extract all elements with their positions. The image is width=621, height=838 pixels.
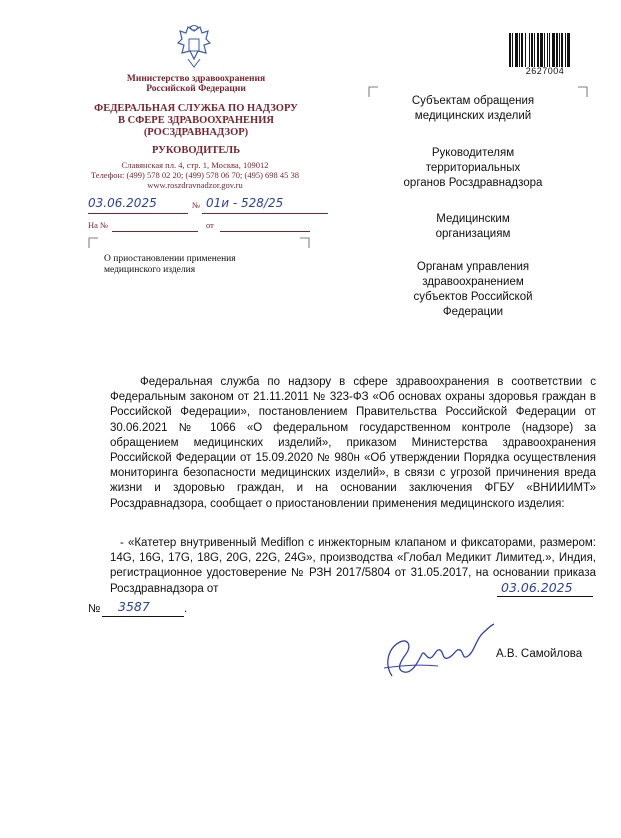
- body-paragraph: Федеральная служба по надзору в сфере здравоохранения в соответствии с Федеральным законом от 21.11.2011 № 323-ФЗ «Об основах охраны здоровья граждан в Российской Федерации», постановлением Правительства Российской Федерации от 30.06.2021 № 1066 «О федеральном государственном контроле (надзоре) за обращением медицинских изделий», приказом Министерства здравоохранения Российской Федерации от 15.09.2020 № 980н «Об утверждении Порядка осуществления мониторинга безопасности медицинских изделий», в связи с угрозой причинения вреда жизни и здоровью граждан, и на основании заключения ФГБУ «ВНИИИМТ» Росздравнадзора, сообщает о приостановлении применения медицинского изделия:: [110, 376, 596, 510]
- subject-bracket: [88, 236, 310, 248]
- number-label: №: [192, 200, 201, 210]
- reference-date-label: от: [206, 220, 214, 230]
- letter-subject: О приостановлении применения медицинского изделия: [104, 254, 236, 275]
- coat-of-arms-icon: [174, 25, 214, 69]
- signature: [378, 618, 498, 682]
- barcode-number: 2627004: [525, 66, 565, 76]
- head-title: РУКОВОДИТЕЛЬ: [151, 145, 241, 156]
- reference-number-label: На №: [88, 220, 109, 230]
- contact-block: [70, 160, 320, 190]
- address: Славянская пл. 4, стр. 1, Москва, 109012: [121, 160, 269, 170]
- order-date-field: [497, 580, 593, 600]
- registration-number: 01и - 528/25: [206, 196, 284, 210]
- device-item-text: - «Катетер внутривенный Mediflon с инжекторным клапаном и фиксаторами, размером: 14G, 16G, 17G, 18G, 20G, 22G, 24G», производства «Глобал Медикит Лимитед.», Индия, регистрационное удостоверение № РЗН 2017/5804 от 31.05.2017, на основании приказа Росздравнадзора от: [110, 537, 596, 595]
- registration-line: [88, 194, 328, 220]
- order-number: 3587: [118, 599, 150, 614]
- phone: Телефон: (499) 578 02 20; (499) 578 06 70; (495) 698 45 38: [90, 170, 300, 180]
- registration-date: 03.06.2025: [88, 196, 157, 210]
- recipient-1: Субъектам обращения медицинских изделий: [411, 95, 535, 122]
- order-number-field: [102, 599, 190, 619]
- order-date: 03.06.2025: [501, 580, 573, 595]
- reference-line: [88, 220, 328, 234]
- order-end: .: [184, 603, 188, 615]
- ministry-name: Министерство здравоохранения Российской Федерации: [126, 74, 266, 94]
- barcode: [509, 33, 581, 67]
- recipient-4: Органам управления здравоохранением субъектов Российской Федерации: [413, 261, 533, 318]
- signer-name: А.В. Самойлова: [496, 648, 583, 660]
- order-number-label: №: [88, 603, 101, 615]
- recipient-2: Руководителям территориальных органов Росздравнадзора: [403, 147, 543, 189]
- website: www.roszdravnadzor.gov.ru: [147, 180, 243, 190]
- service-name: ФЕДЕРАЛЬНАЯ СЛУЖБА ПО НАДЗОРУ В СФЕРЕ ЗДРАВООХРАНЕНИЯ (РОСЗДРАВНАДЗОР): [94, 103, 298, 138]
- recipient-3: Медицинским организациям: [435, 213, 511, 240]
